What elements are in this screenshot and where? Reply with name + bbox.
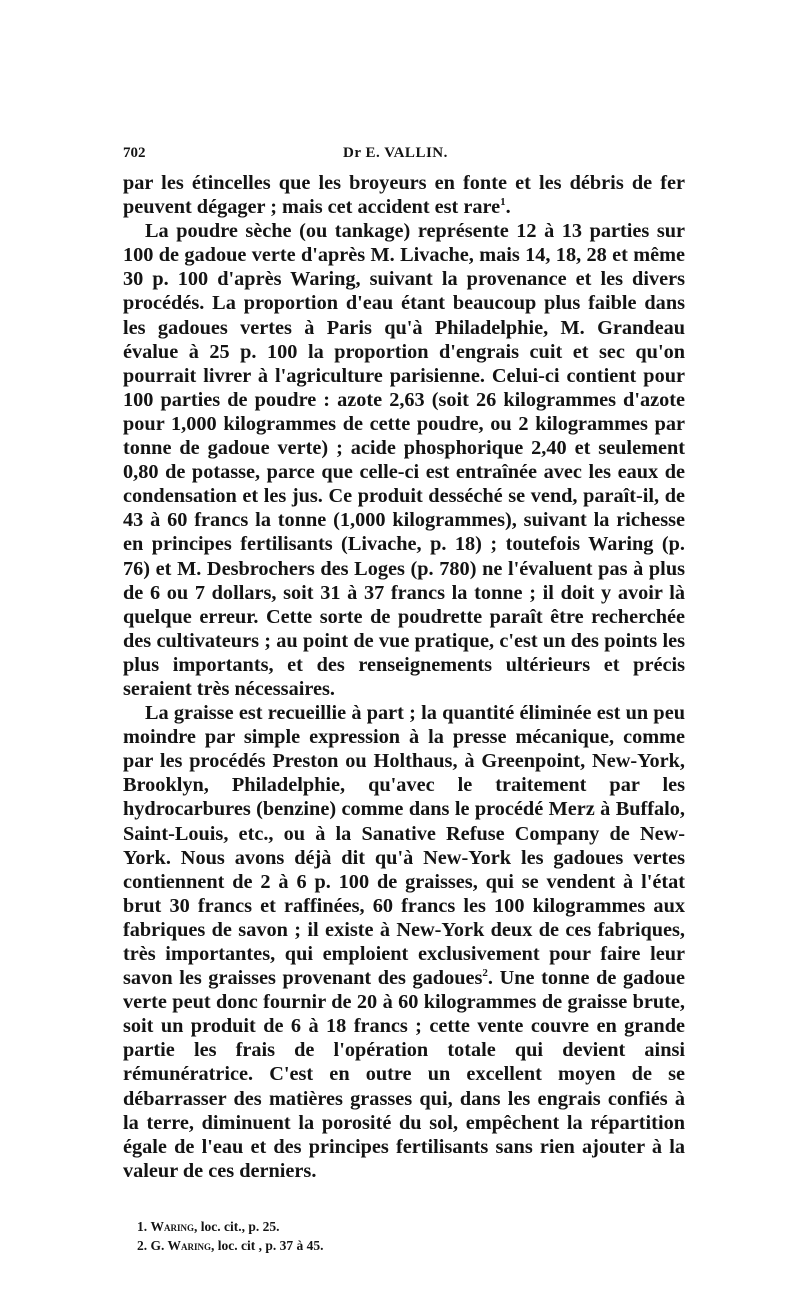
- footnotes: [123, 1217, 685, 1255]
- paragraph-text-tail: . Une tonne de gadoue verte peut donc fournir de 20 à 60 kilogrammes de graisse brute, soit un produit de 6 à 18 francs ; cette vente couvre en grande partie les frais de l'opération totale qui devient ainsi rémunératrice. C'est en outre un excellent moyen de se débarrasser des matières grasses qui, dans les engrais confiés à la terre, diminuent la porosité du sol, empêchent la répartition égale de l'eau et des principes fertilisants sans rien ajouter à la valeur de ces derniers.: [123, 967, 686, 1182]
- footnote-number: 2.: [137, 1237, 148, 1253]
- footnote-author: G. Waring,: [150, 1237, 215, 1253]
- footnote-1: [123, 1217, 685, 1236]
- paragraph-continuation: [123, 171, 685, 219]
- footnote-number: 1.: [137, 1218, 148, 1234]
- paragraph-tankage: La poudre sèche (ou tankage) représente 12 à 13 parties sur 100 de gadoue verte d'après M. Livache, mais 14, 18, 28 et même 30 p. 100 d'après Waring, suivant la provenance et les divers procédés. La proportion d'eau étant beaucoup plus faible dans les gadoues vertes à Paris qu'à Philadelphie, M. Grandeau évalue à 25 p. 100 la proportion d'engrais cuit et sec qu'on pourrait livrer à l'agriculture parisienne. Celui-ci contient pour 100 parties de poudre : azote 2,63 (soit 26 kilogrammes d'azote pour 1,000 kilogrammes de cette poudre, ou 2 kilogrammes par tonne de gadoue verte) ; acide phosphorique 2,40 et seulement 0,80 de potasse, parce que celle-ci est entraînée avec les eaux de condensation et les jus. Ce produit desséché se vend, paraît-il, de 43 à 60 francs la tonne (1,000 kilogrammes), suivant la richesse en principes fertilisants (Livache, p. 18) ; toutefois Waring (p. 76) et M. Desbrochers des Loges (p. 780) ne l'évaluent pas à plus de 6 ou 7 dollars, soit 31 à 37 francs la tonne ; il doit y avoir là quelque erreur. Cette sorte de poudrette paraît être recherchée des cultivateurs ; au point de vue pratique, c'est un des points les plus importants, et des renseignements ultérieurs et précis seraient très nécessaires.: [123, 220, 685, 700]
- paragraph-text: La graisse est recueillie à part ; la quantité éliminée est un peu moindre par simple expression à la presse mécanique, comme par les procédés Preston ou Holthaus, à Greenpoint, New-York, Brooklyn, Philadelphie, qu'avec le traitement par les hydrocarbures (benzine) comme dans le procédé Merz à Buffalo, Saint-Louis, etc., ou à la Sanative Refuse Company de New-York. Nous avons déjà dit qu'à New-York les gadoues vertes contiennent de 2 à 6 p. 100 de graisses, qui se vendent à l'état brut 30 francs et raffinées, 60 francs les 100 kilogrammes aux fabriques de savon ; il existe à New-York deux de ces fabriques, très importantes, qui emploient exclusivement pour faire leur savon les graisses provenant des gadoues: [123, 702, 685, 990]
- page-number: 702: [123, 145, 146, 161]
- footnote-reference: 2: [482, 967, 488, 980]
- paragraph-text: par les étincelles que les broyeurs en fonte et les débris de fer peuvent dégager ; mais cet accident est rare: [123, 172, 685, 219]
- running-head-title: Dr E. VALLIN.: [343, 145, 448, 161]
- body-text: [123, 171, 685, 1183]
- document-page: [123, 145, 685, 1255]
- footnote-reference-text: loc. cit., p. 25.: [200, 1218, 280, 1234]
- footnote-reference: 1: [500, 196, 506, 209]
- paragraph-text-tail: .: [505, 196, 511, 219]
- footnote-reference-text: loc. cit , p. 37 à 45.: [217, 1237, 324, 1253]
- paragraph-graisse: [123, 701, 685, 1183]
- running-header: [123, 145, 685, 171]
- footnote-author: Waring,: [150, 1218, 198, 1234]
- footnote-2: [123, 1236, 685, 1255]
